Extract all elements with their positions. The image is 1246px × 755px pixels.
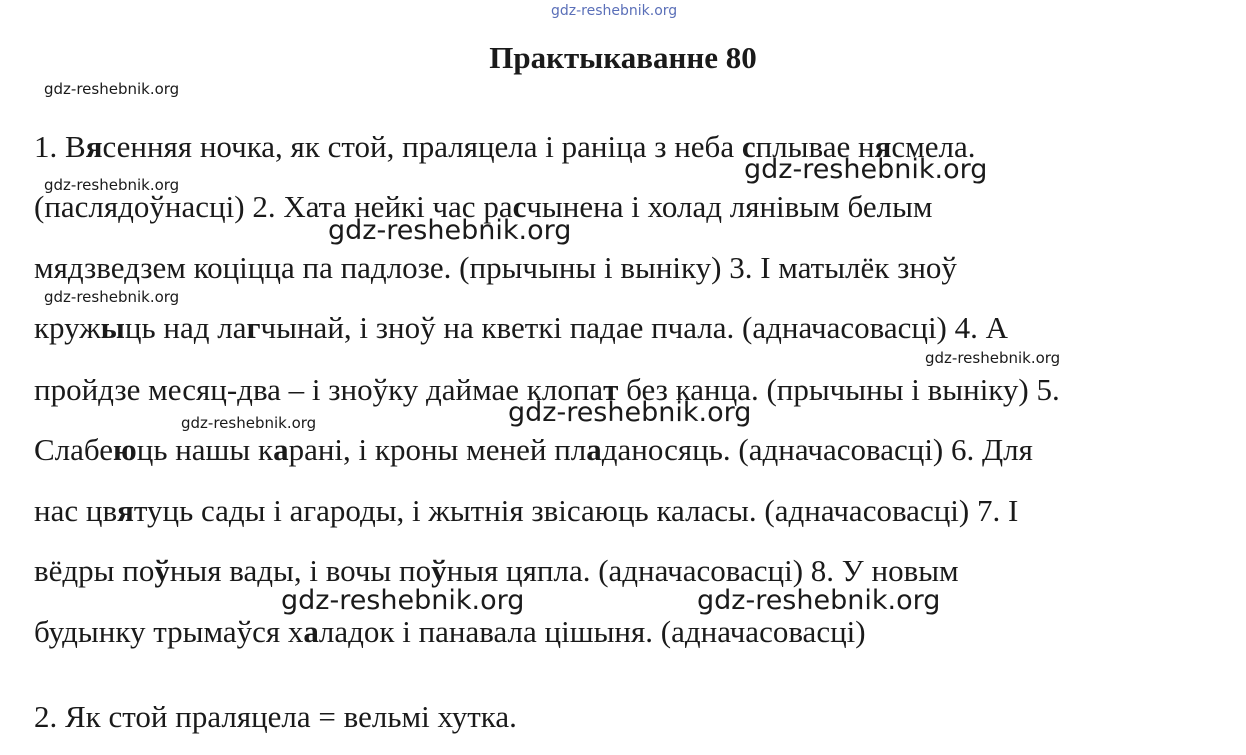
emphasized-letter: я	[85, 129, 103, 164]
text-segment: (паслядоўнасці) 2. Хата нейкі час ра	[34, 189, 513, 224]
watermark: gdz-reshebnik.org	[281, 585, 525, 616]
emphasized-letter: ў	[431, 553, 447, 588]
text-segment: ныя цяпла. (адначасовасці) 8. У новым	[446, 553, 959, 588]
text-segment: плывае н	[755, 129, 875, 164]
watermark: gdz-reshebnik.org	[328, 215, 572, 246]
text-segment: вёдры по	[34, 553, 155, 588]
text-segment: 1. В	[34, 129, 86, 164]
text-line	[34, 308, 1008, 348]
text-line	[34, 491, 1018, 531]
text-segment: мядзведзем коціцца па падлозе. (прычыны і выніку) 3. І матылёк зноў	[34, 250, 957, 285]
text-line	[34, 248, 957, 288]
watermark: gdz-reshebnik.org	[44, 80, 180, 98]
watermark: gdz-reshebnik.org	[697, 585, 941, 616]
text-segment: будынку трымаўся х	[34, 614, 304, 649]
text-segment: пройдзе месяц-два – і зноўку даймае клопа	[34, 372, 604, 407]
text-segment: ладок і панавала цішыня. (адначасовасці)	[318, 614, 866, 649]
text-segment: ныя вады, і вочы по	[169, 553, 432, 588]
text-segment: чынай, і зноў на кветкі падае пчала. (адначасовасці) 4. А	[260, 310, 1009, 345]
emphasized-letter: ў	[154, 553, 170, 588]
text-segment: без канца. (прычыны і выніку) 5.	[618, 372, 1060, 407]
watermark-top: gdz-reshebnik.org	[551, 3, 678, 19]
emphasized-letter: с	[512, 189, 527, 224]
emphasized-letter: т	[603, 372, 619, 407]
watermark: gdz-reshebnik.org	[508, 397, 752, 428]
emphasized-letter: я	[874, 129, 892, 164]
emphasized-letter: с	[741, 129, 756, 164]
text-line	[34, 430, 1033, 470]
watermark: gdz-reshebnik.org	[44, 288, 180, 306]
watermark: gdz-reshebnik.org	[181, 414, 317, 432]
answer-line: 2. Як стой праляцела = вельмі хутка.	[34, 699, 517, 734]
emphasized-letter: я	[117, 493, 134, 528]
text-line	[34, 612, 866, 652]
watermark: gdz-reshebnik.org	[744, 154, 988, 185]
emphasized-letter: г	[246, 310, 261, 345]
emphasized-letter: ы	[100, 310, 125, 345]
emphasized-letter: а	[273, 432, 289, 467]
text-segment: смела.	[891, 129, 976, 164]
text-segment: сенняя ночка, як стой, праляцела і раніца з неба	[102, 129, 742, 164]
watermark: gdz-reshebnik.org	[44, 176, 180, 194]
emphasized-letter: а	[303, 614, 319, 649]
watermark: gdz-reshebnik.org	[925, 349, 1061, 367]
emphasized-letter: а	[586, 432, 602, 467]
text-segment: туць сады і агароды, і жытнія звісаюць каласы. (адначасовасці) 7. І	[133, 493, 1019, 528]
page-title: Практыкаванне 80	[489, 40, 757, 75]
text-segment: нас цв	[34, 493, 118, 528]
text-segment: даносяць. (адначасовасці) 6. Для	[601, 432, 1033, 467]
text-segment: ць нашы к	[136, 432, 274, 467]
text-segment: чынена і холад лянівым белым	[526, 189, 933, 224]
text-segment: круж	[34, 310, 101, 345]
text-segment: рані, і кроны меней пл	[288, 432, 587, 467]
text-segment: ць над ла	[124, 310, 247, 345]
text-segment: Слабе	[34, 432, 114, 467]
emphasized-letter: ю	[113, 432, 137, 467]
